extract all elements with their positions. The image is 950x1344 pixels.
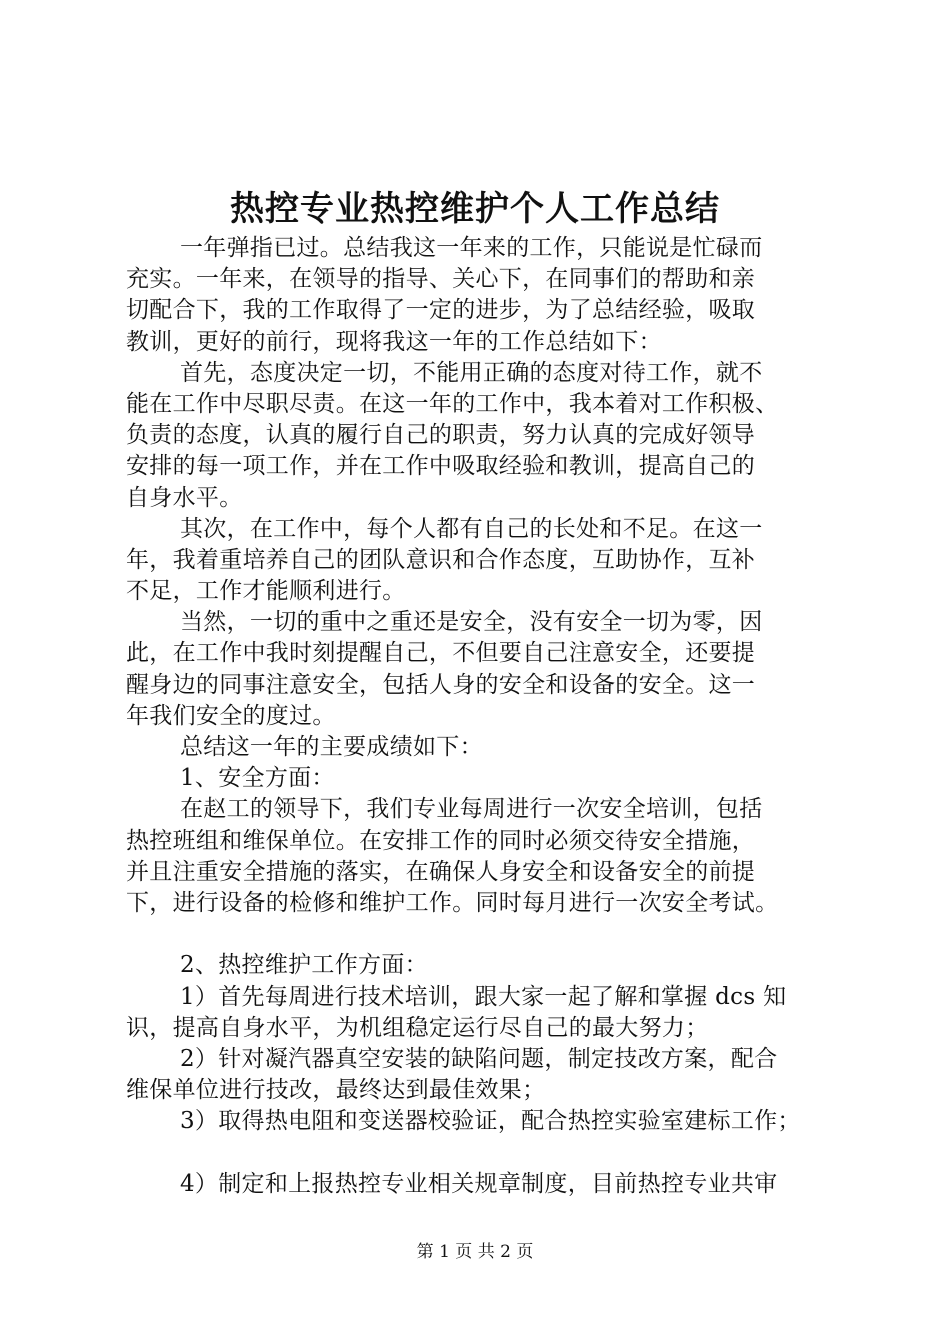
list-item-line: 4）制定和上报热控专业相关规章制度，目前热控专业共审 — [180, 1170, 778, 1197]
document-body — [126, 233, 831, 1200]
paragraph-line: 教训，更好的前行，现将我这一年的工作总结如下： — [126, 328, 662, 355]
paragraph-line: 能在工作中尽职尽责。在这一年的工作中，我本着对工作积极、 — [126, 390, 779, 417]
list-item-line: 3）取得热电阻和变送器校验证，配合热控实验室建标工作； — [180, 1108, 801, 1135]
paragraph-line: 醒身边的同事注意安全，包括人身的安全和设备的安全。这一 — [126, 671, 756, 698]
paragraph-line: 年我们安全的度过。 — [126, 702, 336, 729]
paragraph-line: 不足，工作才能顺利进行。 — [126, 578, 406, 605]
list-item-line: 1）首先每周进行技术培训，跟大家一起了解和掌握 dcs 知 — [180, 983, 787, 1010]
paragraph-line: 其次，在工作中，每个人都有自己的长处和不足。在这一 — [180, 515, 763, 542]
document-title: 热控专业热控维护个人工作总结 — [230, 189, 720, 229]
page-number: 第 1 页 共 2 页 — [416, 1242, 534, 1262]
section-heading: 1、安全方面： — [180, 765, 335, 792]
blank-line — [126, 919, 831, 950]
paragraph-line: 热控班组和维保单位。在安排工作的同时必须交待安全措施， — [126, 827, 756, 854]
section-heading: 2、热控维护工作方面： — [180, 952, 428, 979]
list-item-line: 2）针对凝汽器真空安装的缺陷问题，制定技改方案，配合 — [180, 1045, 778, 1072]
paragraph-line: 切配合下，我的工作取得了一定的进步，为了总结经验，吸取 — [126, 297, 756, 324]
blank-line — [126, 1137, 831, 1168]
paragraph-line: 首先，态度决定一切，不能用正确的态度对待工作，就不 — [180, 359, 763, 386]
paragraph-line: 自身水平。 — [126, 484, 243, 511]
paragraph-line: 当然，一切的重中之重还是安全，没有安全一切为零，因 — [180, 609, 763, 636]
paragraph-line: 充实。一年来，在领导的指导、关心下，在同事们的帮助和亲 — [126, 266, 756, 293]
paragraph-line: 负责的态度，认真的履行自己的职责，努力认真的完成好领导 — [126, 422, 756, 449]
paragraph-line: 年，我着重培养自己的团队意识和合作态度，互助协作，互补 — [126, 546, 756, 573]
paragraph-line: 并且注重安全措施的落实，在确保人身安全和设备安全的前提 — [126, 858, 756, 885]
paragraph-line: 下，进行设备的检修和维护工作。同时每月进行一次安全考试。 — [126, 889, 779, 916]
paragraph-line: 安排的每一项工作，并在工作中吸取经验和教训，提高自己的 — [126, 453, 756, 480]
paragraph-line: 在赵工的领导下，我们专业每周进行一次安全培训，包括 — [180, 796, 763, 823]
paragraph-line: 一年弹指已过。总结我这一年来的工作，只能说是忙碌而 — [180, 235, 763, 261]
list-item-line: 维保单位进行技改，最终达到最佳效果； — [126, 1077, 546, 1104]
paragraph-line: 此，在工作中我时刻提醒自己，不但要自己注意安全，还要提 — [126, 640, 756, 667]
list-item-line: 识，提高自身水平，为机组稳定运行尽自己的最大努力； — [126, 1014, 709, 1041]
paragraph-line: 总结这一年的主要成绩如下： — [180, 734, 483, 760]
